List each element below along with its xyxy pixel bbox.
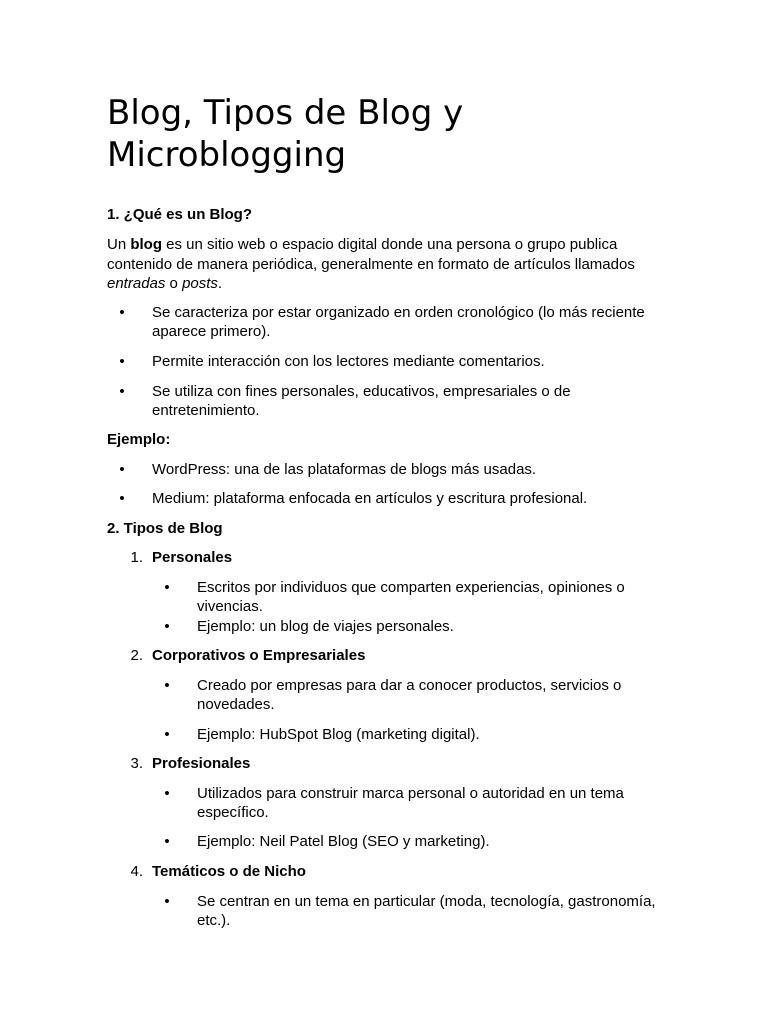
list-item: WordPress: una de las plataformas de blogs más usadas.	[152, 461, 537, 478]
type-title-personales: Personales	[152, 549, 233, 566]
list-item-cont: novedades.	[197, 696, 275, 713]
paragraph-line-1: Un blog es un sitio web o espacio digital donde una persona o grupo publica	[107, 236, 618, 253]
type-title-corporativos: Corporativos o Empresariales	[152, 647, 366, 664]
bullet-icon: •	[119, 353, 125, 370]
list-item: Ejemplo: un blog de viajes personales.	[197, 618, 454, 635]
list-item: Permite interacción con los lectores mediante comentarios.	[152, 353, 545, 370]
list-item-cont: aparece primero).	[152, 323, 271, 340]
list-item: Ejemplo: Neil Patel Blog (SEO y marketing).	[197, 833, 490, 850]
bold-term-blog: blog	[130, 236, 162, 253]
bullet-icon: •	[164, 579, 170, 596]
list-item-cont: específico.	[197, 804, 269, 821]
list-item: Ejemplo: HubSpot Blog (marketing digital).	[197, 726, 480, 743]
list-number: 2.	[130, 647, 143, 664]
bullet-icon: •	[164, 677, 170, 694]
list-item: Escritos por individuos que comparten experiencias, opiniones o	[197, 579, 625, 596]
type-title-profesionales: Profesionales	[152, 755, 251, 772]
paragraph-line-3: entradas o posts.	[107, 275, 223, 292]
page-title: Blog, Tipos de Blog y Microblogging	[107, 93, 464, 175]
bullet-icon: •	[164, 893, 170, 910]
bullet-icon: •	[119, 304, 125, 321]
list-item-cont: etc.).	[197, 912, 231, 929]
list-item: Se caracteriza por estar organizado en orden cronológico (lo más reciente	[152, 304, 645, 321]
list-item-cont: entretenimiento.	[152, 402, 260, 419]
list-number: 4.	[130, 863, 143, 880]
bullet-icon: •	[164, 618, 170, 635]
list-item: Utilizados para construir marca personal o autoridad en un tema	[197, 785, 624, 802]
example-label: Ejemplo:	[107, 431, 171, 448]
list-number: 1.	[130, 549, 143, 566]
bullet-icon: •	[119, 383, 125, 400]
bullet-icon: •	[119, 490, 125, 507]
bullet-icon: •	[119, 461, 125, 478]
bullet-icon: •	[164, 726, 170, 743]
list-item: Se centran en un tema en particular (moda, tecnología, gastronomía,	[197, 893, 656, 910]
list-item: Se utiliza con fines personales, educativos, empresariales o de	[152, 383, 571, 400]
section-1-heading: 1. ¿Qué es un Blog?	[107, 206, 253, 223]
bullet-icon: •	[164, 833, 170, 850]
bullet-icon: •	[164, 785, 170, 802]
paragraph-line-2: contenido de manera periódica, generalmente en formato de artículos llamados	[107, 256, 635, 273]
section-2-heading: 2. Tipos de Blog	[107, 520, 223, 537]
list-number: 3.	[130, 755, 143, 772]
list-item: Medium: plataforma enfocada en artículos y escritura profesional.	[152, 490, 588, 507]
type-title-tematicos: Temáticos o de Nicho	[152, 863, 306, 880]
list-item: Creado por empresas para dar a conocer productos, servicios o	[197, 677, 622, 694]
list-item-cont: vivencias.	[197, 598, 263, 615]
